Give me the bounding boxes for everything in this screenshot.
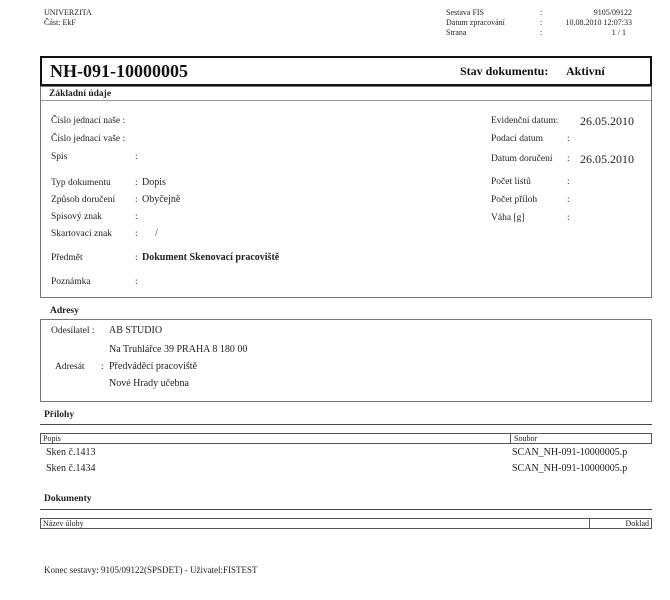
header-value-date: 10.08.2010 12:07:33 (565, 18, 632, 27)
label-podaci: Podací datum (491, 134, 543, 144)
org-part: Část: EkF (44, 18, 76, 27)
label-sender: Odesílatel : (51, 326, 95, 336)
value-sender-name: AB STUDIO (109, 325, 163, 336)
attachment-desc-1: Sken č.1413 (46, 447, 96, 458)
document-title-bar (40, 56, 652, 86)
divider (40, 509, 652, 510)
label-spisovy: Spisový znak (51, 212, 102, 222)
section-title-attachments: Přílohy (44, 410, 75, 420)
value-typ: Dopis (142, 177, 166, 188)
divider (510, 434, 511, 443)
document-id: NH-091-10000005 (50, 61, 188, 81)
basic-data-section: Základní údaje Číslo jednací naše : Číslo jednací vaše : Spis : Typ dokumentu : Dopis Způsob doručení : Obyčejně Spisový znak : Skartovací znak : / Předmět : Dokument Skenovací pracoviště Poznámka : Evidenční datum: 26.05.2010 Podací datum : Datum doručení : 26.05.2010 Počet listů : Počet příloh : Váha [g] : (40, 86, 652, 298)
label-skartacni: Skartovací znak (51, 229, 112, 239)
label-spis: Spis (51, 152, 68, 162)
label-doruceni: Datum doručení (491, 154, 553, 164)
label-typ: Typ dokumentu (51, 178, 111, 188)
label-zpusob: Způsob doručení (51, 195, 116, 205)
value-predmet: Dokument Skenovací pracoviště (142, 252, 280, 263)
attachment-file-1[interactable]: SCAN_NH-091-10000005.p (512, 447, 628, 458)
section-title-basic: Základní údaje (49, 89, 112, 99)
label-poznamka: Poznámka (51, 277, 91, 287)
header-label-date: Datum zpracování (446, 18, 505, 27)
label-predmet: Předmět (51, 253, 83, 263)
attachment-desc-2: Sken č.1434 (46, 463, 96, 474)
address-section: Odesílatel : AB STUDIO Na Truhlářce 39 PRAHA 8 180 00 Adresát : Předváděcí pracoviště Nové Hrady učebna (40, 319, 652, 402)
section-title-address: Adresy (50, 306, 79, 316)
column-header-desc: Popis (43, 434, 61, 443)
divider (589, 519, 590, 528)
org-name: UNIVERZITA (44, 8, 92, 17)
value-sender-addr: Na Truhlářce 39 PRAHA 8 180 00 (109, 344, 248, 355)
section-title-documents: Dokumenty (44, 494, 92, 504)
label-priloh: Počet příloh (491, 195, 538, 205)
label-evid: Evidenční datum: (491, 116, 559, 126)
label-listu: Počet listů (491, 177, 531, 187)
column-header-doc: Doklad (625, 519, 649, 528)
value-evid: 26.05.2010 (580, 114, 634, 128)
header-value-page: 1 / 1 (611, 28, 626, 37)
label-vaha: Váha [g] (491, 213, 525, 223)
column-header-task: Název úlohy (43, 519, 84, 528)
attachment-file-2[interactable]: SCAN_NH-091-10000005.p (512, 463, 628, 474)
attachments-header-row (40, 433, 652, 444)
column-header-file: Soubor (514, 434, 538, 443)
header-value-report: 9105/09122 (593, 8, 632, 17)
divider (41, 100, 651, 101)
value-recipient-addr: Nové Hrady učebna (109, 378, 189, 389)
value-doruceni: 26.05.2010 (580, 152, 634, 166)
value-recipient-name: Předváděcí pracoviště (109, 361, 198, 372)
document-status-value: Aktivní (566, 64, 605, 78)
value-skartacni: / (155, 228, 158, 239)
divider (40, 424, 652, 425)
documents-header-row (40, 518, 652, 529)
header-label-page: Strana (446, 28, 467, 37)
document-status-label: Stav dokumentu: (460, 64, 549, 78)
value-zpusob: Obyčejně (142, 194, 181, 205)
report-footer: Konec sestavy: 9105/09122(SPSDET) - Uživatel:FISTEST (44, 565, 258, 575)
label-recipient: Adresát (55, 362, 85, 372)
label-cislo-vase: Číslo jednací vaše : (51, 134, 126, 144)
header-label-report: Sestava FIS (446, 8, 484, 17)
label-cislo-nase: Číslo jednací naše : (51, 116, 126, 126)
